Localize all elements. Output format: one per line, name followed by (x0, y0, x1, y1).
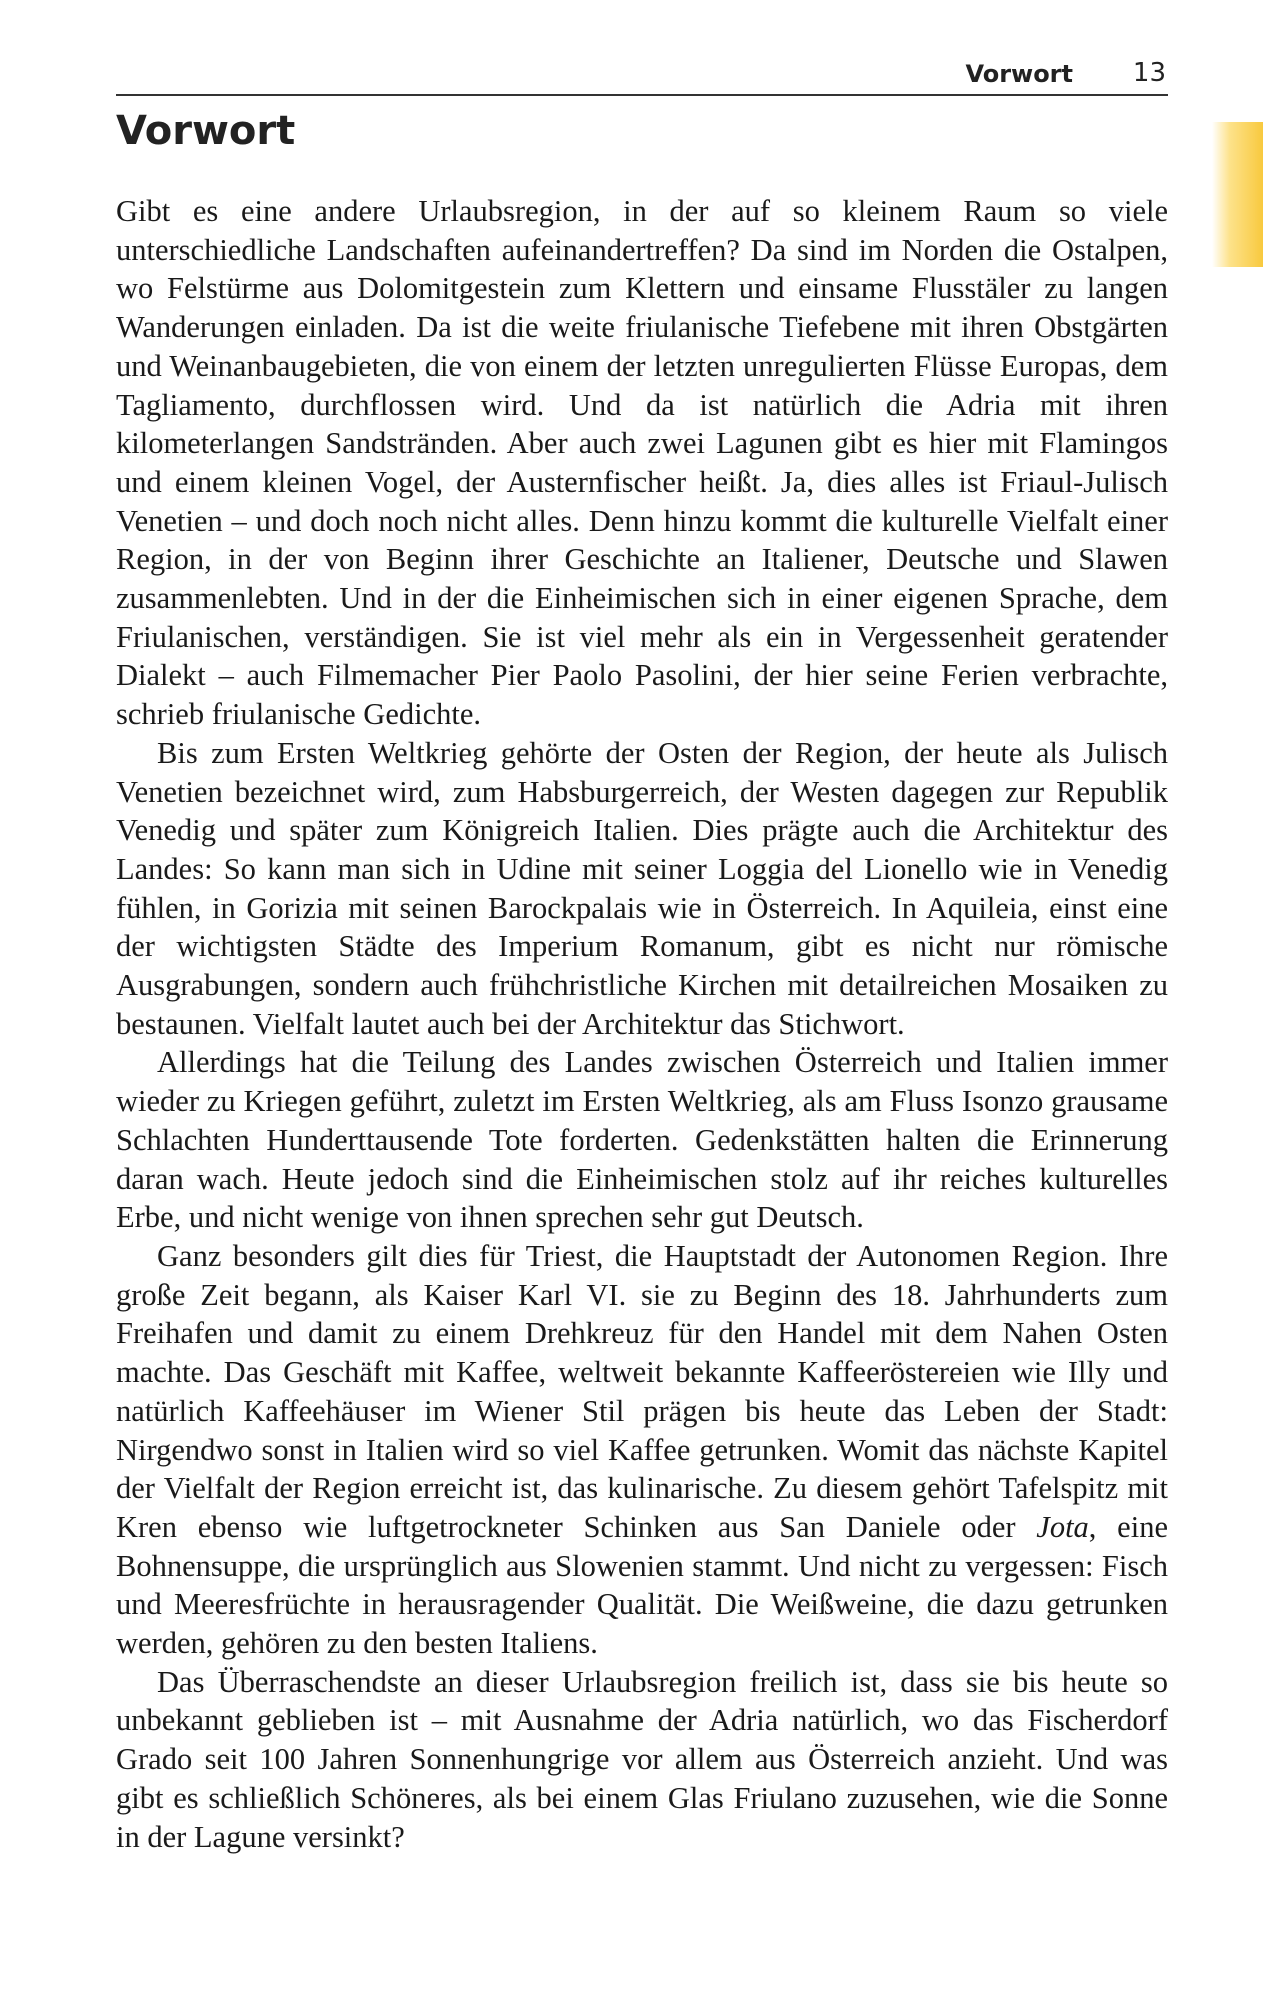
paragraph-2: Bis zum Ersten Weltkrieg gehörte der Osten der Region, der heute als Julisch Venetien bezeichnet wird, zum Habsburgerreich, der Westen dagegen zur Republik Venedig und später zum Königreich Italien. Dies prägte auch die Architektur des Landes: So kann man sich in Udine mit seiner Loggia del Lionello wie in Venedig fühlen, in Gorizia mit seinen Barockpalais wie in Österreich. In Aquileia, einst eine der wichtigsten Städte des Imperium Romanum, gibt es nicht nur römische Ausgrabungen, sondern auch frühchristliche Kirchen mit detailreichen Mosaiken zu bestaunen. Vielfalt lautet auch bei der Architektur das Stichwort. (116, 735, 1168, 1041)
body-text (116, 192, 1168, 1856)
paragraph-4 (116, 1237, 1168, 1663)
dish-name-jota: Jota (1036, 1509, 1089, 1544)
paragraph-3: Allerdings hat die Teilung des Landes zwischen Österreich und Italien immer wieder zu Kriegen geführt, zuletzt im Ersten Weltkrieg, als am Fluss Isonzo grausame Schlachten Hunderttausende Tote forderten. Gedenkstätten halten die Erinnerung daran wach. Heute jedoch sind die Einheimischen stolz auf ihr reiches kulturelles Erbe, und nicht wenige von ihnen sprechen sehr gut Deutsch. (116, 1045, 1168, 1235)
paragraph-4-part-1: Ganz besonders gilt dies für Triest, die Hauptstadt der Autonomen Region. Ihre große Zeit begann, als Kaiser Karl VI. sie zu Beginn des 18. Jahrhunderts zum Freihafen und damit zu einem Drehkreuz für den Handel mit dem Nahen Osten machte. Das Geschäft mit Kaffee, weltweit bekannte Kaffeeröstereien wie Illy und natürlich Kaffeehäuser im Wiener Stil prägen bis heute das Leben der Stadt: Nirgendwo sonst in Italien wird so viel Kaffee getrunken. Womit das nächste Kapitel der Vielfalt der Region erreicht ist, das kulinarische. Zu diesem gehört Tafelspitz mit Kren ebenso wie luftgetrockneter Schinken aus San Daniele oder (116, 1238, 1168, 1544)
running-header (116, 58, 1168, 96)
paragraph-5: Das Überraschendste an dieser Urlaubsregion freilich ist, dass sie bis heute so unbekannt geblieben ist – mit Ausnahme der Adria natürlich, wo das Fischerdorf Grado seit 100 Jahren Sonnenhungrige vor allem aus Österreich anzieht. Und was gibt es schließlich Schöneres, als bei einem Glas Friulano zuzusehen, wie die Sonne in der Lagune versinkt? (116, 1664, 1168, 1854)
thumb-index-tab (1212, 122, 1263, 267)
page-number: 13 (1132, 58, 1166, 88)
running-header-section: Vorwort (965, 60, 1073, 88)
chapter-title: Vorwort (116, 108, 296, 154)
paragraph-4-part-2: , eine Bohnensuppe, die ursprünglich aus Slowenien stammt. Und nicht zu vergessen: Fisch und Meeresfrüchte in herausragender Qualität. Die Weißweine, die dazu getrunken werden, gehören zu den besten Italiens. (116, 1509, 1168, 1661)
paragraph-1: Gibt es eine andere Urlaubsregion, in der auf so kleinem Raum so viele unterschiedliche Landschaften aufeinandertreffen? Da sind im Norden die Ostalpen, wo Felstürme aus Dolomitgestein zum Klettern und einsame Flusstäler zu langen Wanderungen einladen. Da ist die weite friulanische Tiefebene mit ihren Obstgärten und Weinanbaugebieten, die von einem der letzten unregulierten Flüsse Europas, dem Tagliamento, durchflossen wird. Und da ist natürlich die Adria mit ihren kilometerlangen Sandstränden. Aber auch zwei Lagunen gibt es hier mit Flamingos und einem kleinen Vogel, der Austernfischer heißt. Ja, dies alles ist Friaul-Julisch Venetien – und doch noch nicht alles. Denn hinzu kommt die kulturelle Vielfalt einer Region, in der von Beginn ihrer Geschichte an Italiener, Deutsche und Slawen zusammenlebten. Und in der die Einheimischen sich in einer eigenen Sprache, dem Friulanischen, verständigen. Sie ist viel mehr als ein in Vergessenheit geratender Dialekt – auch Filmemacher Pier Paolo Pasolini, der hier seine Ferien verbrachte, schrieb friulanische Gedichte. (116, 194, 1168, 732)
